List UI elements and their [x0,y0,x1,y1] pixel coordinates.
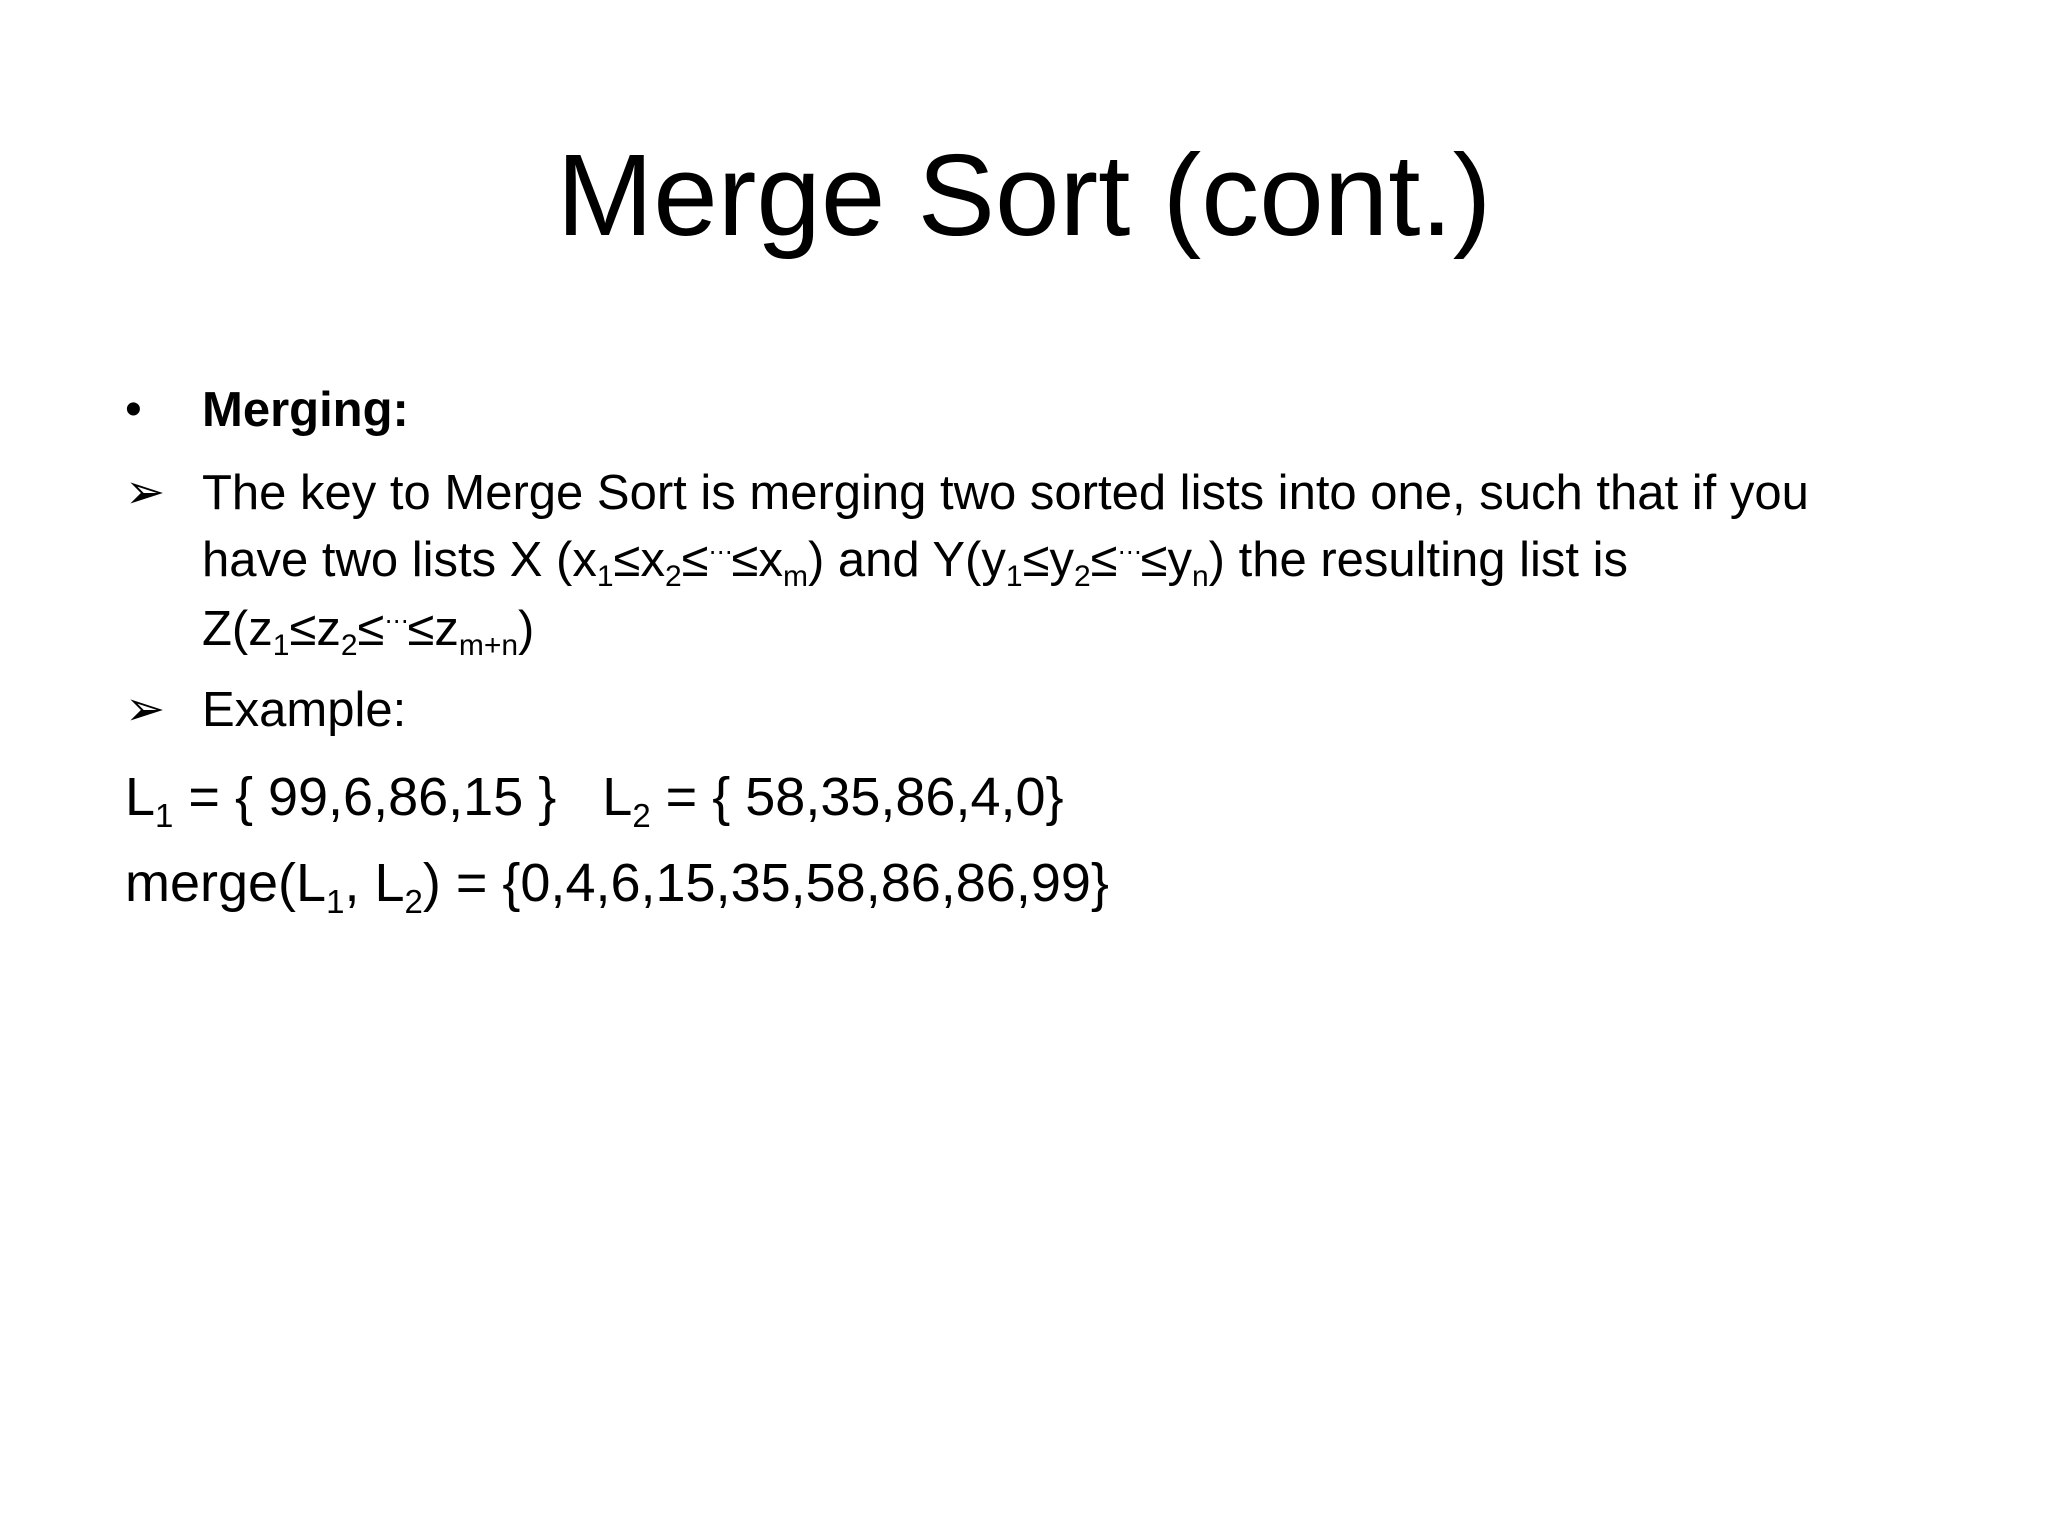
subscript: 2 [404,883,423,920]
subscript: 1 [326,883,345,920]
slide-title: Merge Sort (cont.) [556,130,1492,260]
leq-symbol: ≤ [1140,533,1168,587]
subscript: 1 [1005,560,1023,593]
key-point-text: ) and Y(y [807,533,1006,587]
leq-symbol: ≤ [1090,533,1118,587]
subscript: 2 [340,629,358,662]
merge-result [125,848,1109,918]
subscript: 1 [596,560,614,593]
key-point-line-2 [202,527,1628,593]
leq-symbol: ≤ [289,602,317,656]
key-point-text: Z(z [202,602,273,656]
list-l1-values: = { 99,6,86,15 } [173,767,557,827]
leq-symbol: ≤ [681,533,709,587]
merge-call: merge(L [125,853,327,913]
subscript: m+n [458,629,519,662]
merge-call: , L [344,853,405,913]
subscript: m [782,560,808,593]
variable: y [1049,533,1074,587]
list-l2-name: L [602,767,633,827]
ellipsis: ⋯ [1117,539,1141,566]
leq-symbol: ≤ [357,602,385,656]
ellipsis: ⋯ [708,539,732,566]
variable: z [316,602,341,656]
subscript: n [1191,560,1209,593]
merge-output: ) = {0,4,6,15,35,58,86,86,99} [422,853,1109,913]
leq-symbol: ≤ [407,602,435,656]
leq-symbol: ≤ [1022,533,1050,587]
subscript: 2 [664,560,682,593]
variable: z [434,602,459,656]
bullet-dot: • [125,383,142,436]
variable: x [758,533,783,587]
subscript: 1 [155,797,174,834]
key-point-text: ) [518,602,535,656]
key-point-text: have two lists X (x [202,533,597,587]
subscript: 1 [272,629,290,662]
arrow-bullet-icon: ➢ [125,683,166,736]
merging-heading: Merging: [202,383,409,437]
key-point-line-1: The key to Merge Sort is merging two sorted lists into one, such that if you [202,466,1809,520]
arrow-bullet-icon: ➢ [125,466,166,519]
ellipsis: ⋯ [384,608,408,635]
subscript: 2 [632,797,651,834]
list-l1-name: L [125,767,156,827]
key-point-line-3 [202,596,534,662]
variable: x [640,533,665,587]
leq-symbol: ≤ [613,533,641,587]
leq-symbol: ≤ [731,533,759,587]
example-label: Example: [202,683,407,737]
key-point-text: ) the resulting list is [1208,533,1629,587]
subscript: 2 [1073,560,1091,593]
example-lists [125,762,1064,832]
list-l2-values: = { 58,35,86,4,0} [650,767,1064,827]
variable: y [1167,533,1192,587]
